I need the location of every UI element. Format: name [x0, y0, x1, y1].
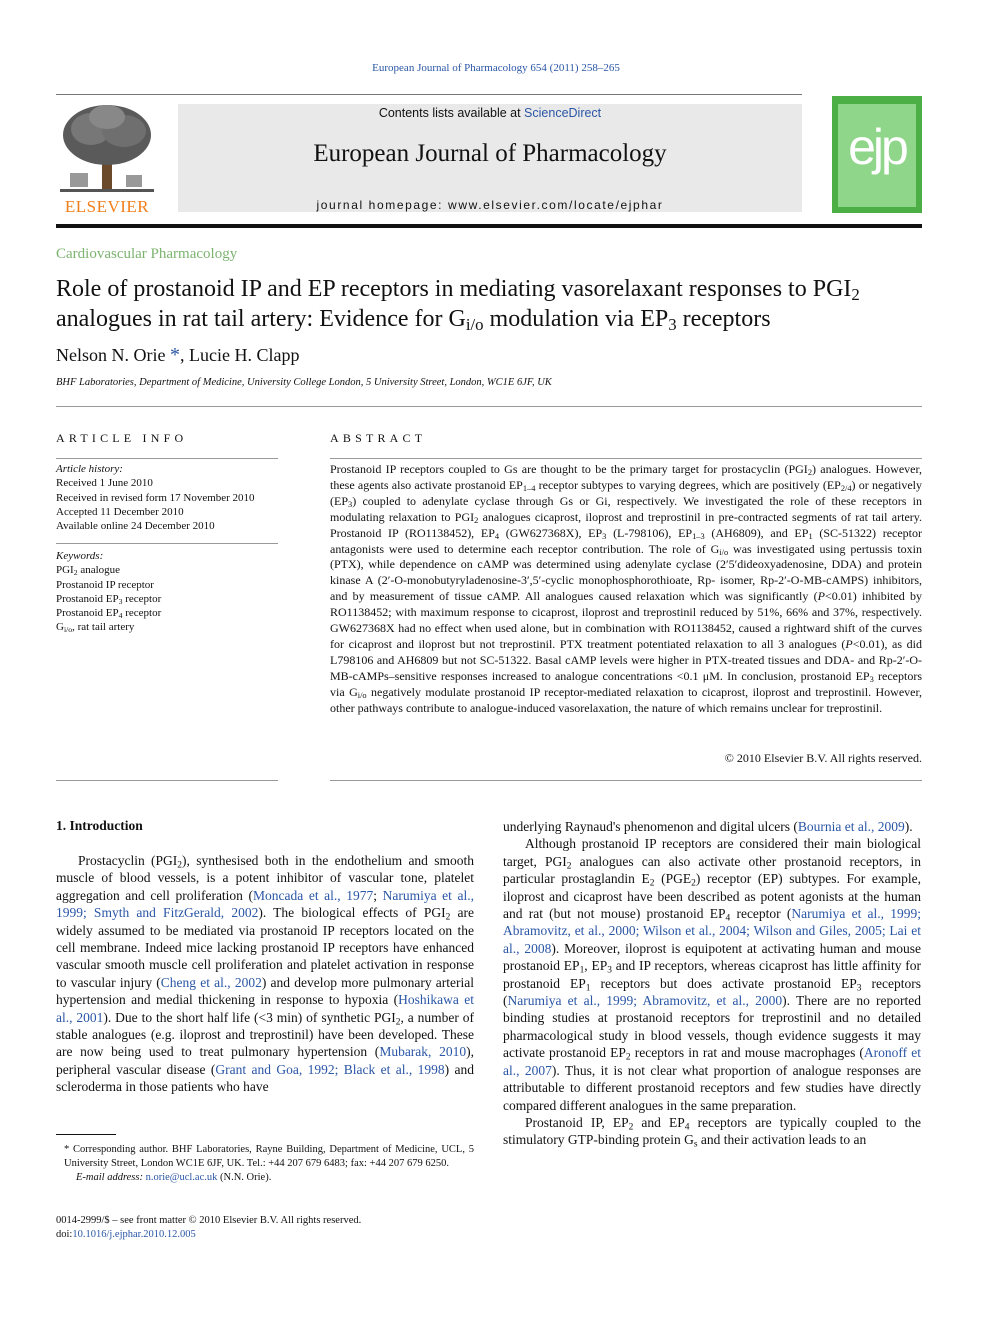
- citation-link[interactable]: Cheng et al., 2002: [160, 974, 262, 990]
- cover-logo: ejp: [848, 119, 906, 175]
- divider: [56, 406, 922, 407]
- keywords-label: Keywords:: [56, 550, 104, 562]
- citation-link[interactable]: Narumiya et al., 1999; Abramovitz, et al., 2000: [507, 993, 783, 1009]
- copyright-notice: © 2010 Elsevier B.V. All rights reserved.: [724, 751, 922, 765]
- article-info-heading: ARTICLE INFO: [56, 431, 188, 445]
- doi-line: [56, 1228, 496, 1242]
- divider: [56, 780, 278, 781]
- issn-line: 0014-2999/$ – see front matter © 2010 Elsevier B.V. All rights reserved.: [56, 1215, 362, 1226]
- article-title: Role of prostanoid IP and EP receptors in mediating vasorelaxant responses to $PGI_2$ analogues in rat tail artery: Evidence for $G_{i/o}$ modulation via $EP_3$ receptors: [56, 276, 860, 335]
- history-item: Received 1 June 2010: [56, 477, 153, 490]
- keyword: $PGI_2$ analogue: [56, 564, 121, 578]
- divider: [330, 458, 922, 459]
- journal-reference[interactable]: European Journal of Pharmacology 654 (2011) 258–265: [372, 62, 620, 74]
- author-name[interactable]: Nelson N. Orie: [56, 345, 166, 365]
- affiliation: BHF Laboratories, Department of Medicine, University College London, 5 University Street, London, WC1E 6JF, UK: [56, 377, 552, 388]
- email-link[interactable]: n.orie@ucl.ac.uk: [145, 1172, 218, 1183]
- citation-link[interactable]: Moncada et al., 1977: [253, 887, 374, 903]
- header-divider: [56, 94, 802, 95]
- footnote-text: * Corresponding author. BHF Laboratories, Rayne Building, Department of Medicine, UCL, 5 University Street, London WC1E 6JF, UK. Tel.: +44 207 679 6483; fax: +44 207 679 6250.: [64, 1144, 474, 1169]
- author-list: [56, 344, 299, 367]
- right-column-text: underlying Raynaud's phenomenon and digital ulcers (Bournia et al., 2009). Although prostanoid IP receptors are considered their main biological target, $PGI_2$ analogues can also activate other prostanoid receptors, in particular prostaglandin $E_2$ $(PGE_2)$ receptor (EP) subtypes. For example, iloprost and cicaprost have been described as potent agonists at the human and rat (but not mouse) prostanoid $EP_4$ receptor (Narumiya et al., 1999; Abramovitz, et al., 2000; Wilson et al., 2004; Wilson and Giles, 2005; Lai et al., 2008). Moreover, iloprost is equipotent at activating human and mouse prostanoid $EP_1$, $EP_3$ and IP receptors, whereas cicaprost has little affinity for prostanoid $EP_1$ receptors but does activate prostanoid $EP_3$ receptors (Narumiya et al., 1999; Abramovitz, et al., 2000). There are no reported binding studies at prostanoid receptors for treprostinil and no detailed pharmacological study in blood vessels, though evidence suggests it may activate prostanoid $EP_2$ receptors in rat and mouse macrophages (Aronoff et al., 2007). Thus, it is not clear what proportion of analogue responses are attributable to different prostanoid receptors and few studies have directly compared different analogues in the same preparation. Prostanoid IP, $EP_2$ and $EP_4$ receptors are typically coupled to the stimulatory GTP-binding protein $G_s$ and their activation leads to an: [503, 819, 922, 1150]
- citation-link[interactable]: Bournia et al., 2009: [797, 819, 905, 834]
- email-suffix: (N.N. Orie).: [217, 1172, 272, 1183]
- keyword: Prostanoid $EP_3$ receptor: [56, 592, 162, 606]
- keywords: [56, 549, 278, 635]
- contents-prefix: Contents lists available at: [378, 106, 525, 120]
- email-line: [56, 1171, 474, 1185]
- keyword: Prostanoid $EP_4$ receptor: [56, 607, 162, 621]
- corresponding-author-mark[interactable]: *: [169, 344, 180, 366]
- journal-title: European Journal of Pharmacology: [313, 140, 667, 167]
- abstract-heading: ABSTRACT: [330, 431, 427, 445]
- author-separator: ,: [179, 345, 189, 365]
- abstract-body: Prostanoid IP receptors coupled to Gs are thought to be the primary target for prostacyclin $(PGI_2)$ analogues. However, these agents also activate prostanoid $EP_{1-4}$ receptor subtypes to varying degrees, which are positively $(EP_{2/4})$ or negatively $(EP_3)$ coupled to adenylate cyclase through Gs or Gi, respectively. We investigated the role of these receptors in modulating relaxation to $PGI_2$ analogues cicaprost, iloprost and treprostinil in pre-contracted segments of rat tail artery. Prostanoid IP (RO1138452), $EP_4$ (GW627368X), $EP_3$ (L-798106), $EP_{1-3}$ (AH6809), and $EP_1$ (SC-51322) receptor antagonists were used to determine each receptor contribution. The role of $G_{i/o}$ was investigated using pertussis toxin (PTX), while dependence on cAMP was determined using adenylate cyclase (2′5′dideoxyadenosine, DDA) and protein kinase A (2′-O-monobutyryladenosine-3′,5′-cyclic monophosphorothioate, Rp- isomer, Rp-2′-O-MB-cAMPS) inhibitors, and by measurement of tissue cAMP. All analogues caused relaxation which was significantly (P<0.01) inhibited by RO1138452; with maximum response to cicaprost, iloprost and treprostinil reduced by 51%, 66% and 37%, respectively. GW627368X had no effect when used alone, but in combination with RO1138452, caused a rightward shift of the curves for cicaprost and iloprost but not treprostinil. PTX treatment potentiated relaxation to all 3 analogues (P<0.01), as did L798106 and AH6809 but not SC-51322. Basal cAMP levels were higher in PTX-treated tissues and DDA- and Rp-2′-O-MB-cAMPs–sensitive responses increased to analogue concentrations <0.1 μM. In conclusion, prostanoid $EP_3$ receptors via $G_{i/o}$ negatively modulate prostanoid IP receptor-mediated relaxation to cicaprost, iloprost and treprostinil. However, other pathways contribute to analogue-induced vasorelaxation, the nature of which remains unclear for treprostinil.: [330, 462, 923, 715]
- corresponding-author-footnote: [56, 1143, 474, 1185]
- elsevier-wordmark: ELSEVIER: [64, 197, 150, 216]
- author-name[interactable]: Lucie H. Clapp: [188, 345, 300, 365]
- keyword: $G_{i/o}$, rat tail artery: [56, 621, 135, 635]
- keyword: Prostanoid IP receptor: [56, 578, 154, 591]
- divider: [56, 458, 278, 459]
- front-matter: [56, 1214, 496, 1242]
- doi-link[interactable]: 10.1016/j.ejphar.2010.12.005: [72, 1229, 196, 1240]
- history-item: Accepted 11 December 2010: [56, 505, 184, 518]
- citation-link[interactable]: Aronoff et al., 2007: [503, 1045, 921, 1078]
- citation-link[interactable]: Hoshikawa et al., 2001: [56, 992, 474, 1025]
- citation-link[interactable]: Narumiya et al., 1999; Abramovitz, et al., 2000; Wilson et al., 2004; Wilson and Giles, 2005; Lai et al., 2008: [503, 906, 922, 956]
- section-label: Cardiovascular Pharmacology: [56, 246, 238, 262]
- citation-link[interactable]: Narumiya et al., 1999; Smyth and FitzGerald, 2002: [56, 887, 474, 921]
- divider: [330, 780, 922, 781]
- journal-homepage[interactable]: journal homepage: www.elsevier.com/locate/ejphar: [316, 198, 664, 212]
- contents-line: [178, 106, 802, 120]
- history-label: Article history:: [56, 463, 123, 475]
- divider: [56, 543, 278, 544]
- email-label: E-mail address:: [76, 1172, 146, 1183]
- citation-link[interactable]: Mubarak, 2010: [379, 1044, 467, 1060]
- header-thick-divider: [56, 224, 922, 228]
- citation-link[interactable]: Grant and Goa, 1992; Black et al., 1998: [215, 1061, 445, 1077]
- history-item: Received in revised form 17 November 2010: [56, 491, 255, 504]
- section-heading: 1. Introduction: [56, 818, 143, 833]
- journal-cover: [832, 96, 922, 213]
- history-item: Available online 24 December 2010: [56, 520, 215, 533]
- article-history: [56, 462, 278, 533]
- sciencedirect-link[interactable]: ScienceDirect: [524, 106, 602, 120]
- left-column-text: Prostacyclin $(PGI_2)$, synthesised both in the endothelium and smooth muscle of blood vessels, is a potent inhibitor of vascular tone, platelet aggregation and cell proliferation (Moncada et al., 1977; Narumiya et al., 1999; Smyth and FitzGerald, 2002). The biological effects of $PGI_2$ are widely assumed to be mediated via prostanoid IP receptors located on the cell membrane. Indeed mice lacking prostanoid IP receptors have enhanced vascular smooth muscle cell proliferation and platelet activation in response to vascular injury (Cheng et al., 2002) and develop more pulmonary arterial hypertension and medial thickening in response to hypoxia (Hoshikawa et al., 2001). Due to the short half life (<3 min) of synthetic $PGI_2$, a number of stable analogues (e.g. iloprost and treprostinil) have been developed. These are now being used to treat pulmonary hypertension (Mubarak, 2010), peripheral vascular disease (Grant and Goa, 1992; Black et al., 1998) and scleroderma in those patients who have: [56, 853, 475, 1095]
- footnote-divider: [56, 1134, 116, 1135]
- doi-label: doi:: [56, 1229, 73, 1240]
